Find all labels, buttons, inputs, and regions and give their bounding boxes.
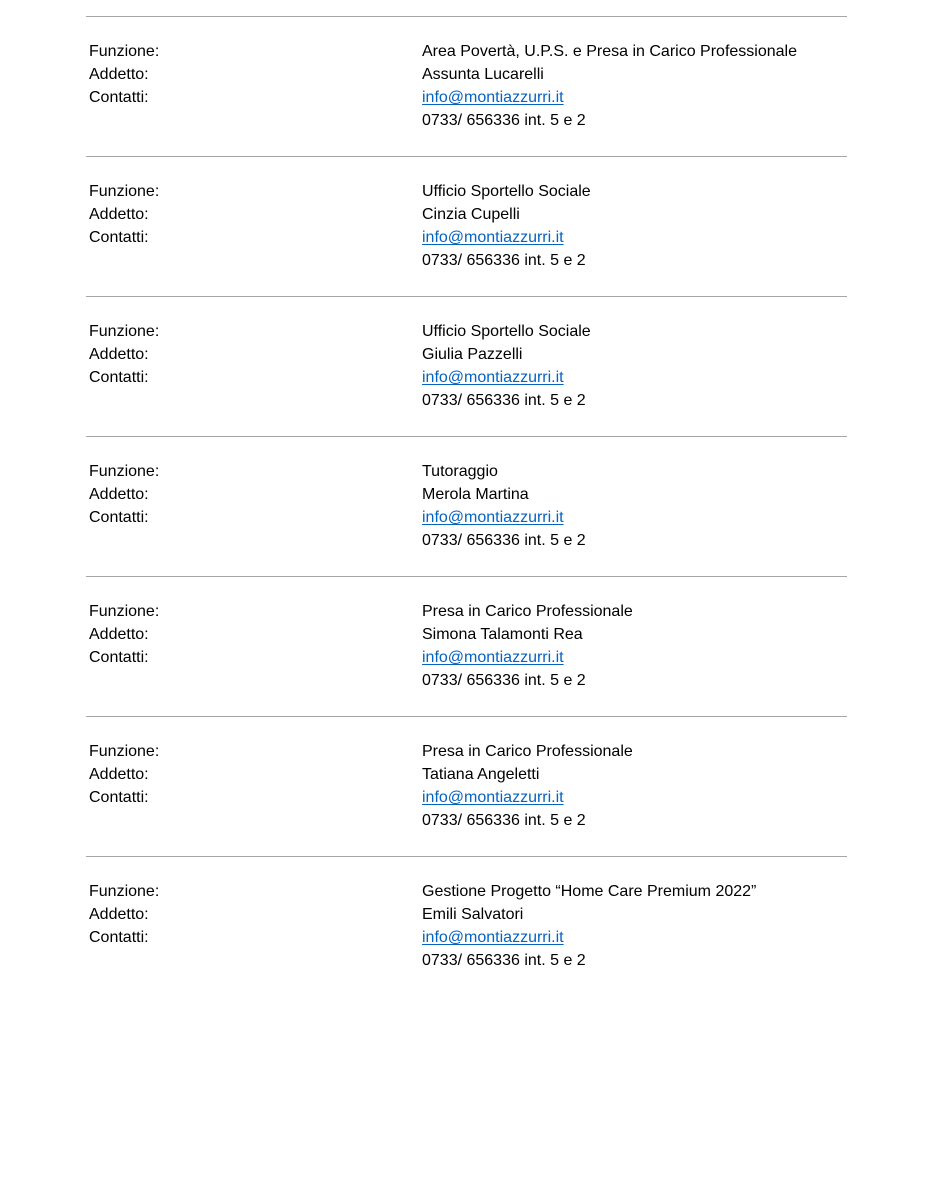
funzione-label: Funzione: — [89, 463, 160, 480]
funzione-label: Funzione: — [89, 883, 160, 900]
phone-value: 0733/ 656336 int. 5 e 2 — [422, 812, 586, 829]
contatti-label: Contatti: — [89, 229, 149, 246]
addetto-value: Emili Salvatori — [422, 906, 524, 923]
funzione-value: Presa in Carico Professionale — [422, 603, 633, 620]
staff-entry — [0, 40, 933, 140]
phone-value: 0733/ 656336 int. 5 e 2 — [422, 392, 586, 409]
funzione-value: Ufficio Sportello Sociale — [422, 323, 591, 340]
addetto-value: Tatiana Angeletti — [422, 766, 540, 783]
funzione-value: Area Povertà, U.P.S. e Presa in Carico Professionale — [422, 43, 797, 60]
staff-entry — [0, 180, 933, 280]
separator-line — [86, 576, 847, 577]
email-link[interactable]: info@montiazzurri.it — [422, 229, 564, 246]
email-link[interactable]: info@montiazzurri.it — [422, 789, 564, 806]
email-link[interactable]: info@montiazzurri.it — [422, 509, 564, 526]
addetto-label: Addetto: — [89, 206, 149, 223]
email-link[interactable]: info@montiazzurri.it — [422, 369, 564, 386]
addetto-value: Assunta Lucarelli — [422, 66, 544, 83]
funzione-label: Funzione: — [89, 603, 160, 620]
addetto-value: Cinzia Cupelli — [422, 206, 520, 223]
addetto-value: Giulia Pazzelli — [422, 346, 523, 363]
addetto-label: Addetto: — [89, 906, 149, 923]
addetto-label: Addetto: — [89, 486, 149, 503]
separator-line — [86, 856, 847, 857]
phone-value: 0733/ 656336 int. 5 e 2 — [422, 672, 586, 689]
funzione-value: Tutoraggio — [422, 463, 498, 480]
addetto-value: Merola Martina — [422, 486, 529, 503]
separator-line — [86, 156, 847, 157]
contatti-label: Contatti: — [89, 509, 149, 526]
email-link[interactable]: info@montiazzurri.it — [422, 649, 564, 666]
email-link[interactable]: info@montiazzurri.it — [422, 89, 564, 106]
email-link[interactable]: info@montiazzurri.it — [422, 929, 564, 946]
separator-line — [86, 296, 847, 297]
staff-entry — [0, 880, 933, 980]
contatti-label: Contatti: — [89, 649, 149, 666]
separator-line — [86, 716, 847, 717]
addetto-label: Addetto: — [89, 766, 149, 783]
funzione-label: Funzione: — [89, 743, 160, 760]
separator-line — [86, 16, 847, 17]
phone-value: 0733/ 656336 int. 5 e 2 — [422, 532, 586, 549]
phone-value: 0733/ 656336 int. 5 e 2 — [422, 952, 586, 969]
staff-entry — [0, 320, 933, 420]
staff-entry — [0, 600, 933, 700]
funzione-value: Gestione Progetto “Home Care Premium 2022” — [422, 883, 757, 900]
staff-entry — [0, 740, 933, 840]
addetto-value: Simona Talamonti Rea — [422, 626, 583, 643]
funzione-label: Funzione: — [89, 43, 160, 60]
addetto-label: Addetto: — [89, 66, 149, 83]
contatti-label: Contatti: — [89, 929, 149, 946]
staff-entry — [0, 460, 933, 560]
addetto-label: Addetto: — [89, 346, 149, 363]
addetto-label: Addetto: — [89, 626, 149, 643]
separator-line — [86, 436, 847, 437]
contatti-label: Contatti: — [89, 89, 149, 106]
contatti-label: Contatti: — [89, 369, 149, 386]
phone-value: 0733/ 656336 int. 5 e 2 — [422, 112, 586, 129]
funzione-label: Funzione: — [89, 183, 160, 200]
funzione-value: Ufficio Sportello Sociale — [422, 183, 591, 200]
phone-value: 0733/ 656336 int. 5 e 2 — [422, 252, 586, 269]
funzione-value: Presa in Carico Professionale — [422, 743, 633, 760]
contatti-label: Contatti: — [89, 789, 149, 806]
funzione-label: Funzione: — [89, 323, 160, 340]
